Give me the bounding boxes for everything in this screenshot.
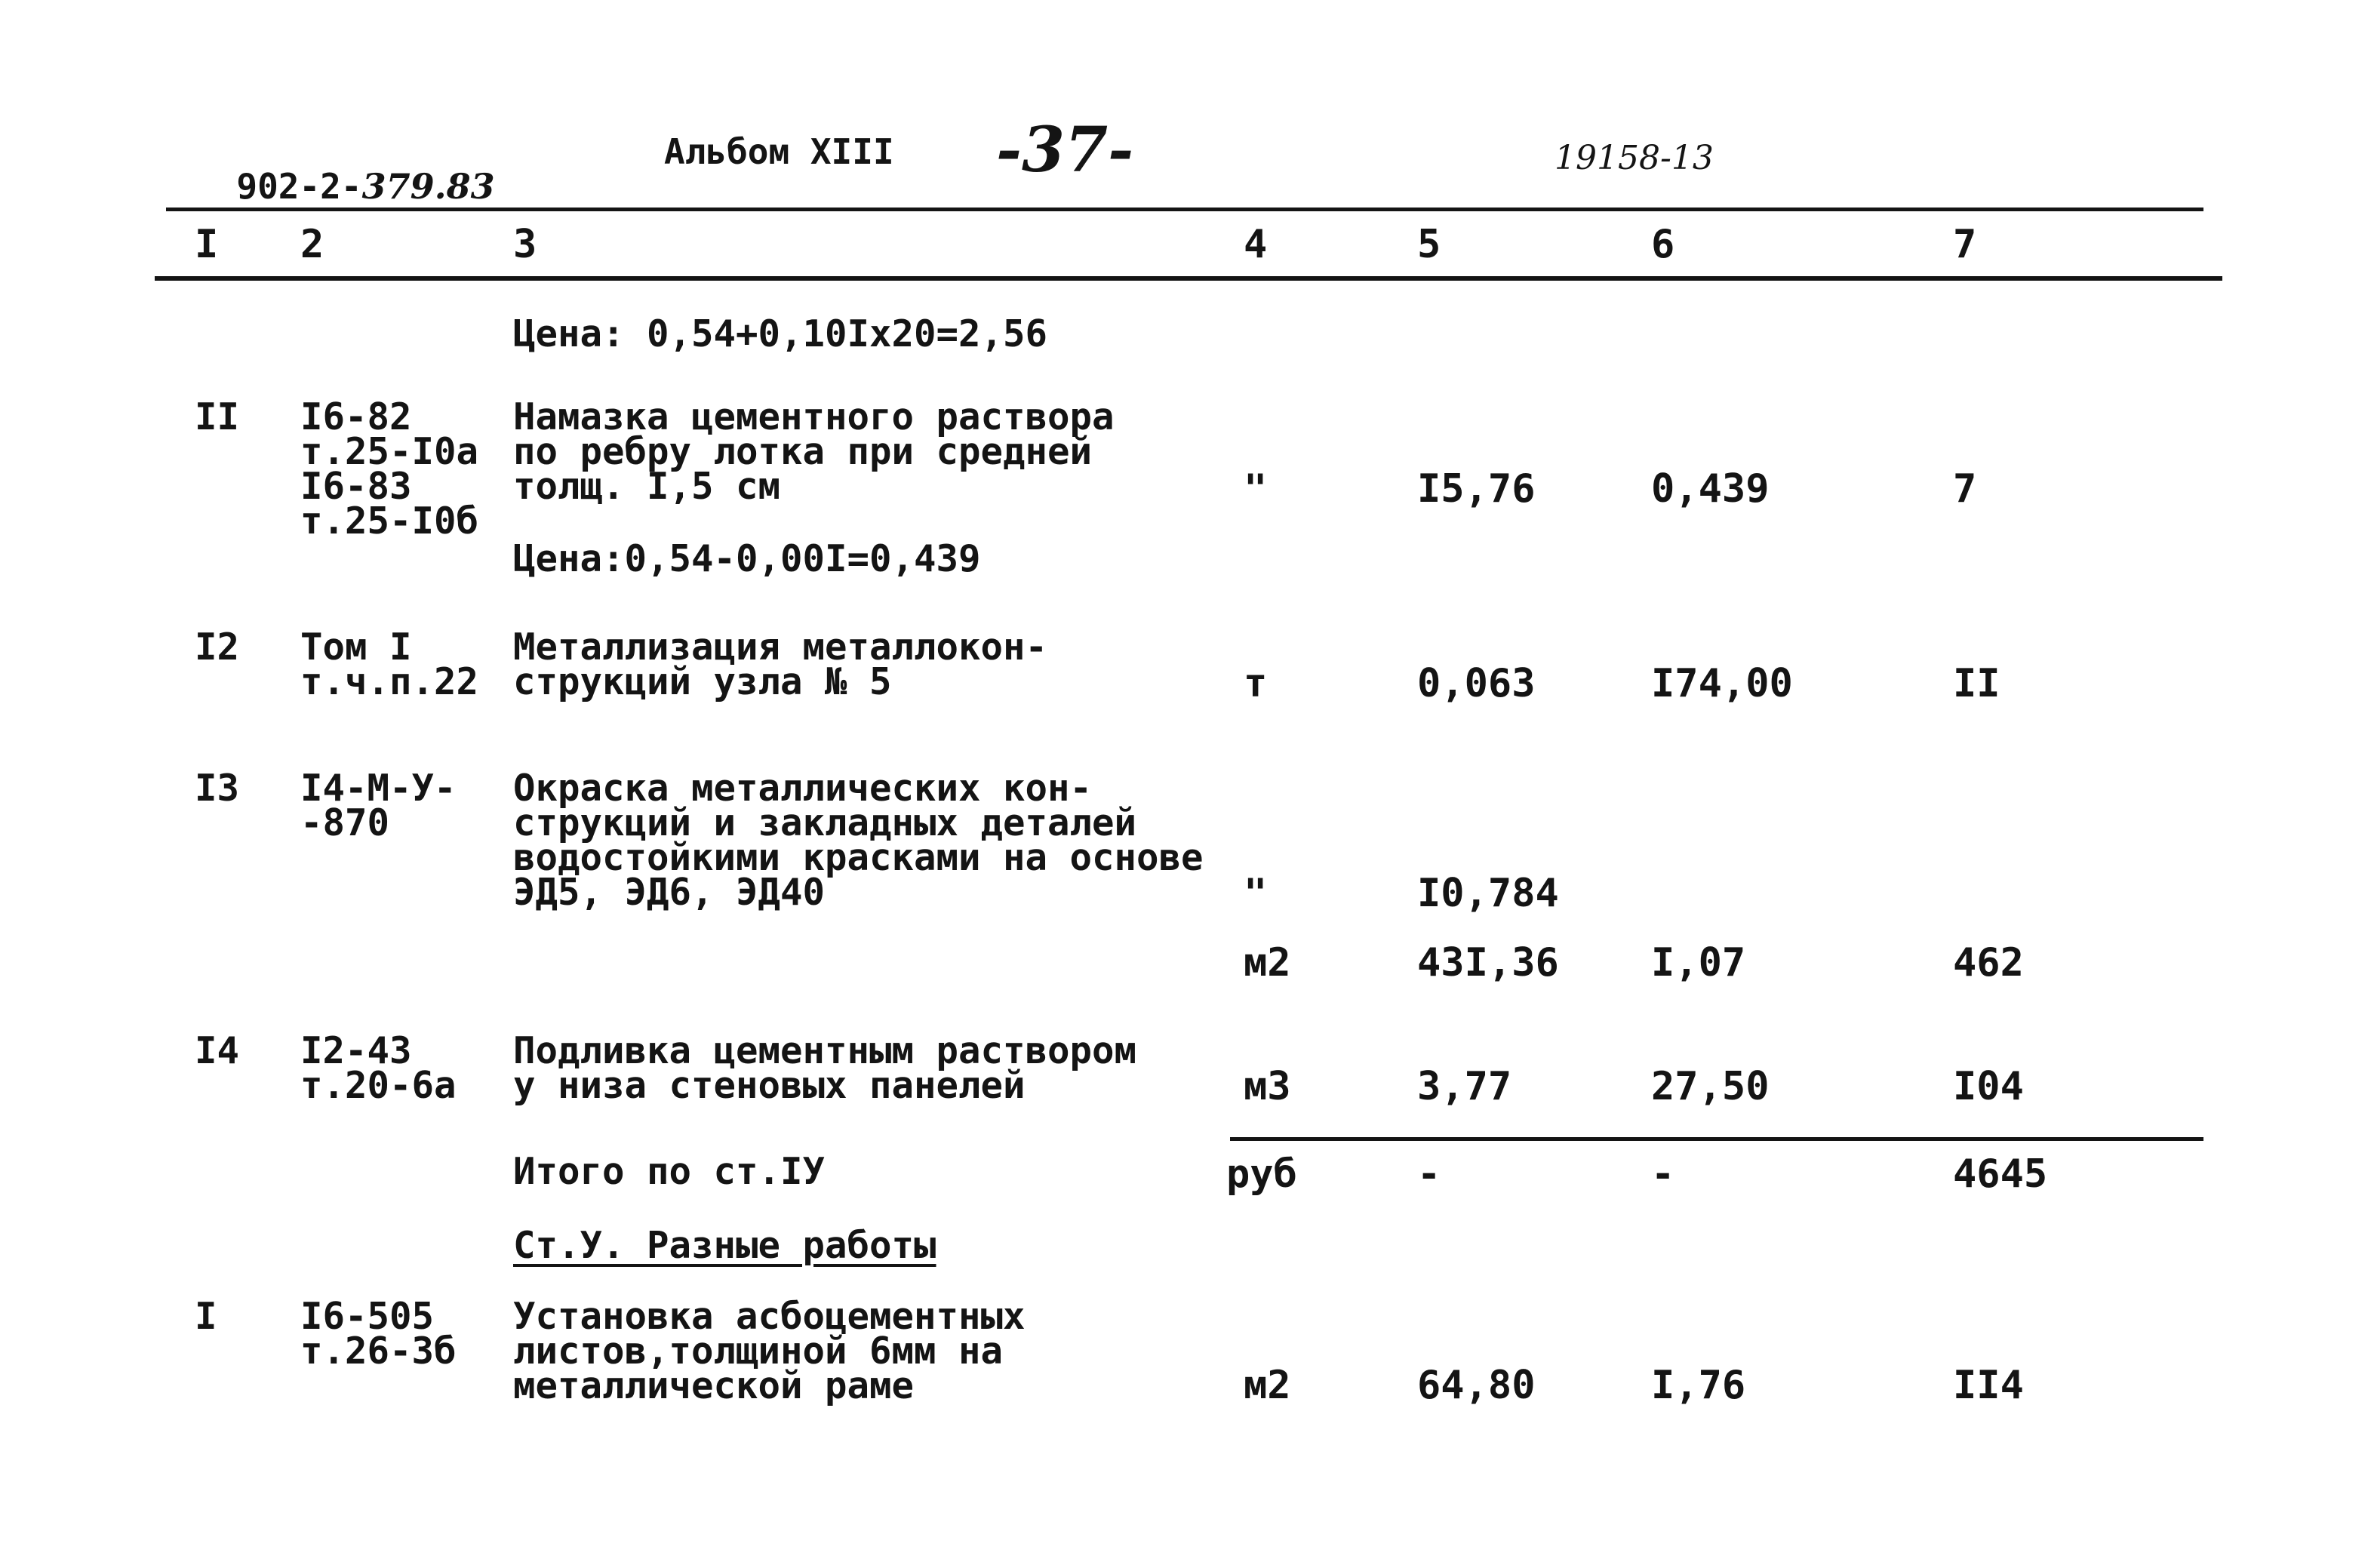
row-price: 27,50: [1651, 1064, 1770, 1109]
row-number: I: [195, 1295, 217, 1338]
inventory-number: 19158-13: [1555, 139, 1714, 177]
subtotal-label: Итого по ст.IУ: [513, 1150, 826, 1193]
row-unit: м3: [1244, 1064, 1291, 1109]
row-description: Подливка цементным раствором у низа стеновых панелей: [513, 1029, 1137, 1107]
row-number: I4: [195, 1029, 240, 1072]
row-description: Установка асбоцементных листов,толщиной 6мм на металлической раме: [513, 1295, 1026, 1407]
row-unit-secondary: м2: [1244, 940, 1291, 985]
row-number: I3: [195, 767, 240, 810]
row-quantity: 0,063: [1417, 661, 1536, 706]
row-code: I4-М-У- -870: [300, 767, 457, 844]
row-number: II: [195, 395, 240, 438]
section-title: Ст.У. Разные работы: [513, 1224, 936, 1267]
row-quantity-secondary: 43I,36: [1417, 940, 1559, 985]
album-label: Альбом XIII: [664, 131, 894, 172]
document-code-handwritten: 379.83: [361, 166, 495, 207]
row-description: Металлизация металлокон- струкций узла № 5: [513, 626, 1048, 703]
row-quantity: I0,784: [1417, 871, 1559, 916]
row-quantity: 3,77: [1417, 1064, 1512, 1109]
row-code: Том I т.ч.п.22: [300, 626, 479, 703]
subtotal-price: -: [1651, 1151, 1675, 1197]
subtotal-cost: 4645: [1953, 1151, 2048, 1197]
row-description: Намазка цементного раствора по ребру лотка при средней толщ. I,5 см: [513, 395, 1115, 508]
column-header-2: 2: [300, 222, 324, 267]
row-cost: II: [1953, 661, 2000, 706]
price-note: Цена: 0,54+0,10Ix20=2,56: [513, 312, 1048, 355]
row-unit: т: [1244, 661, 1268, 706]
document-code: [195, 134, 495, 207]
row-number: I2: [195, 626, 240, 669]
row-quantity: I5,76: [1417, 466, 1536, 512]
column-header-4: 4: [1244, 222, 1268, 267]
column-header-3: 3: [513, 222, 537, 267]
subtotal-quantity: -: [1417, 1151, 1441, 1197]
row-quantity: 64,80: [1417, 1363, 1536, 1408]
row-code: I6-505 т.26-3б: [300, 1295, 457, 1373]
column-header-6: 6: [1651, 222, 1675, 267]
column-header-7: 7: [1953, 222, 1977, 267]
row-code: I6-82 т.25-I0а I6-83 т.25-I0б: [300, 395, 479, 543]
row-cost: 7: [1953, 466, 1977, 512]
header-bottom-rule: [155, 276, 2222, 281]
price-note: Цена:0,54-0,00I=0,439: [513, 537, 981, 580]
row-code: I2-43 т.20-6а: [300, 1029, 457, 1107]
row-price: I,07: [1651, 940, 1746, 985]
row-cost: II4: [1953, 1363, 2024, 1408]
document-code-prefix: 902-2-: [236, 166, 362, 207]
row-cost: 462: [1953, 940, 2024, 985]
header-top-rule: [166, 208, 2203, 211]
subtotal-unit: руб: [1226, 1151, 1297, 1197]
column-header-1: I: [195, 222, 219, 267]
row-cost: I04: [1953, 1064, 2024, 1109]
row-price: I,76: [1651, 1363, 1746, 1408]
subtotal-rule: [1230, 1137, 2203, 1141]
row-description: Окраска металлических кон- струкций и закладных деталей водостойкими красками на основе ЭД5, ЭД6, ЭД40: [513, 767, 1204, 914]
row-unit: ": [1244, 871, 1268, 916]
page-number: -37-: [996, 114, 1134, 186]
column-header-5: 5: [1417, 222, 1441, 267]
row-unit: м2: [1244, 1363, 1291, 1408]
row-price: 0,439: [1651, 466, 1770, 512]
row-unit: ": [1244, 466, 1268, 512]
row-price: I74,00: [1651, 661, 1793, 706]
